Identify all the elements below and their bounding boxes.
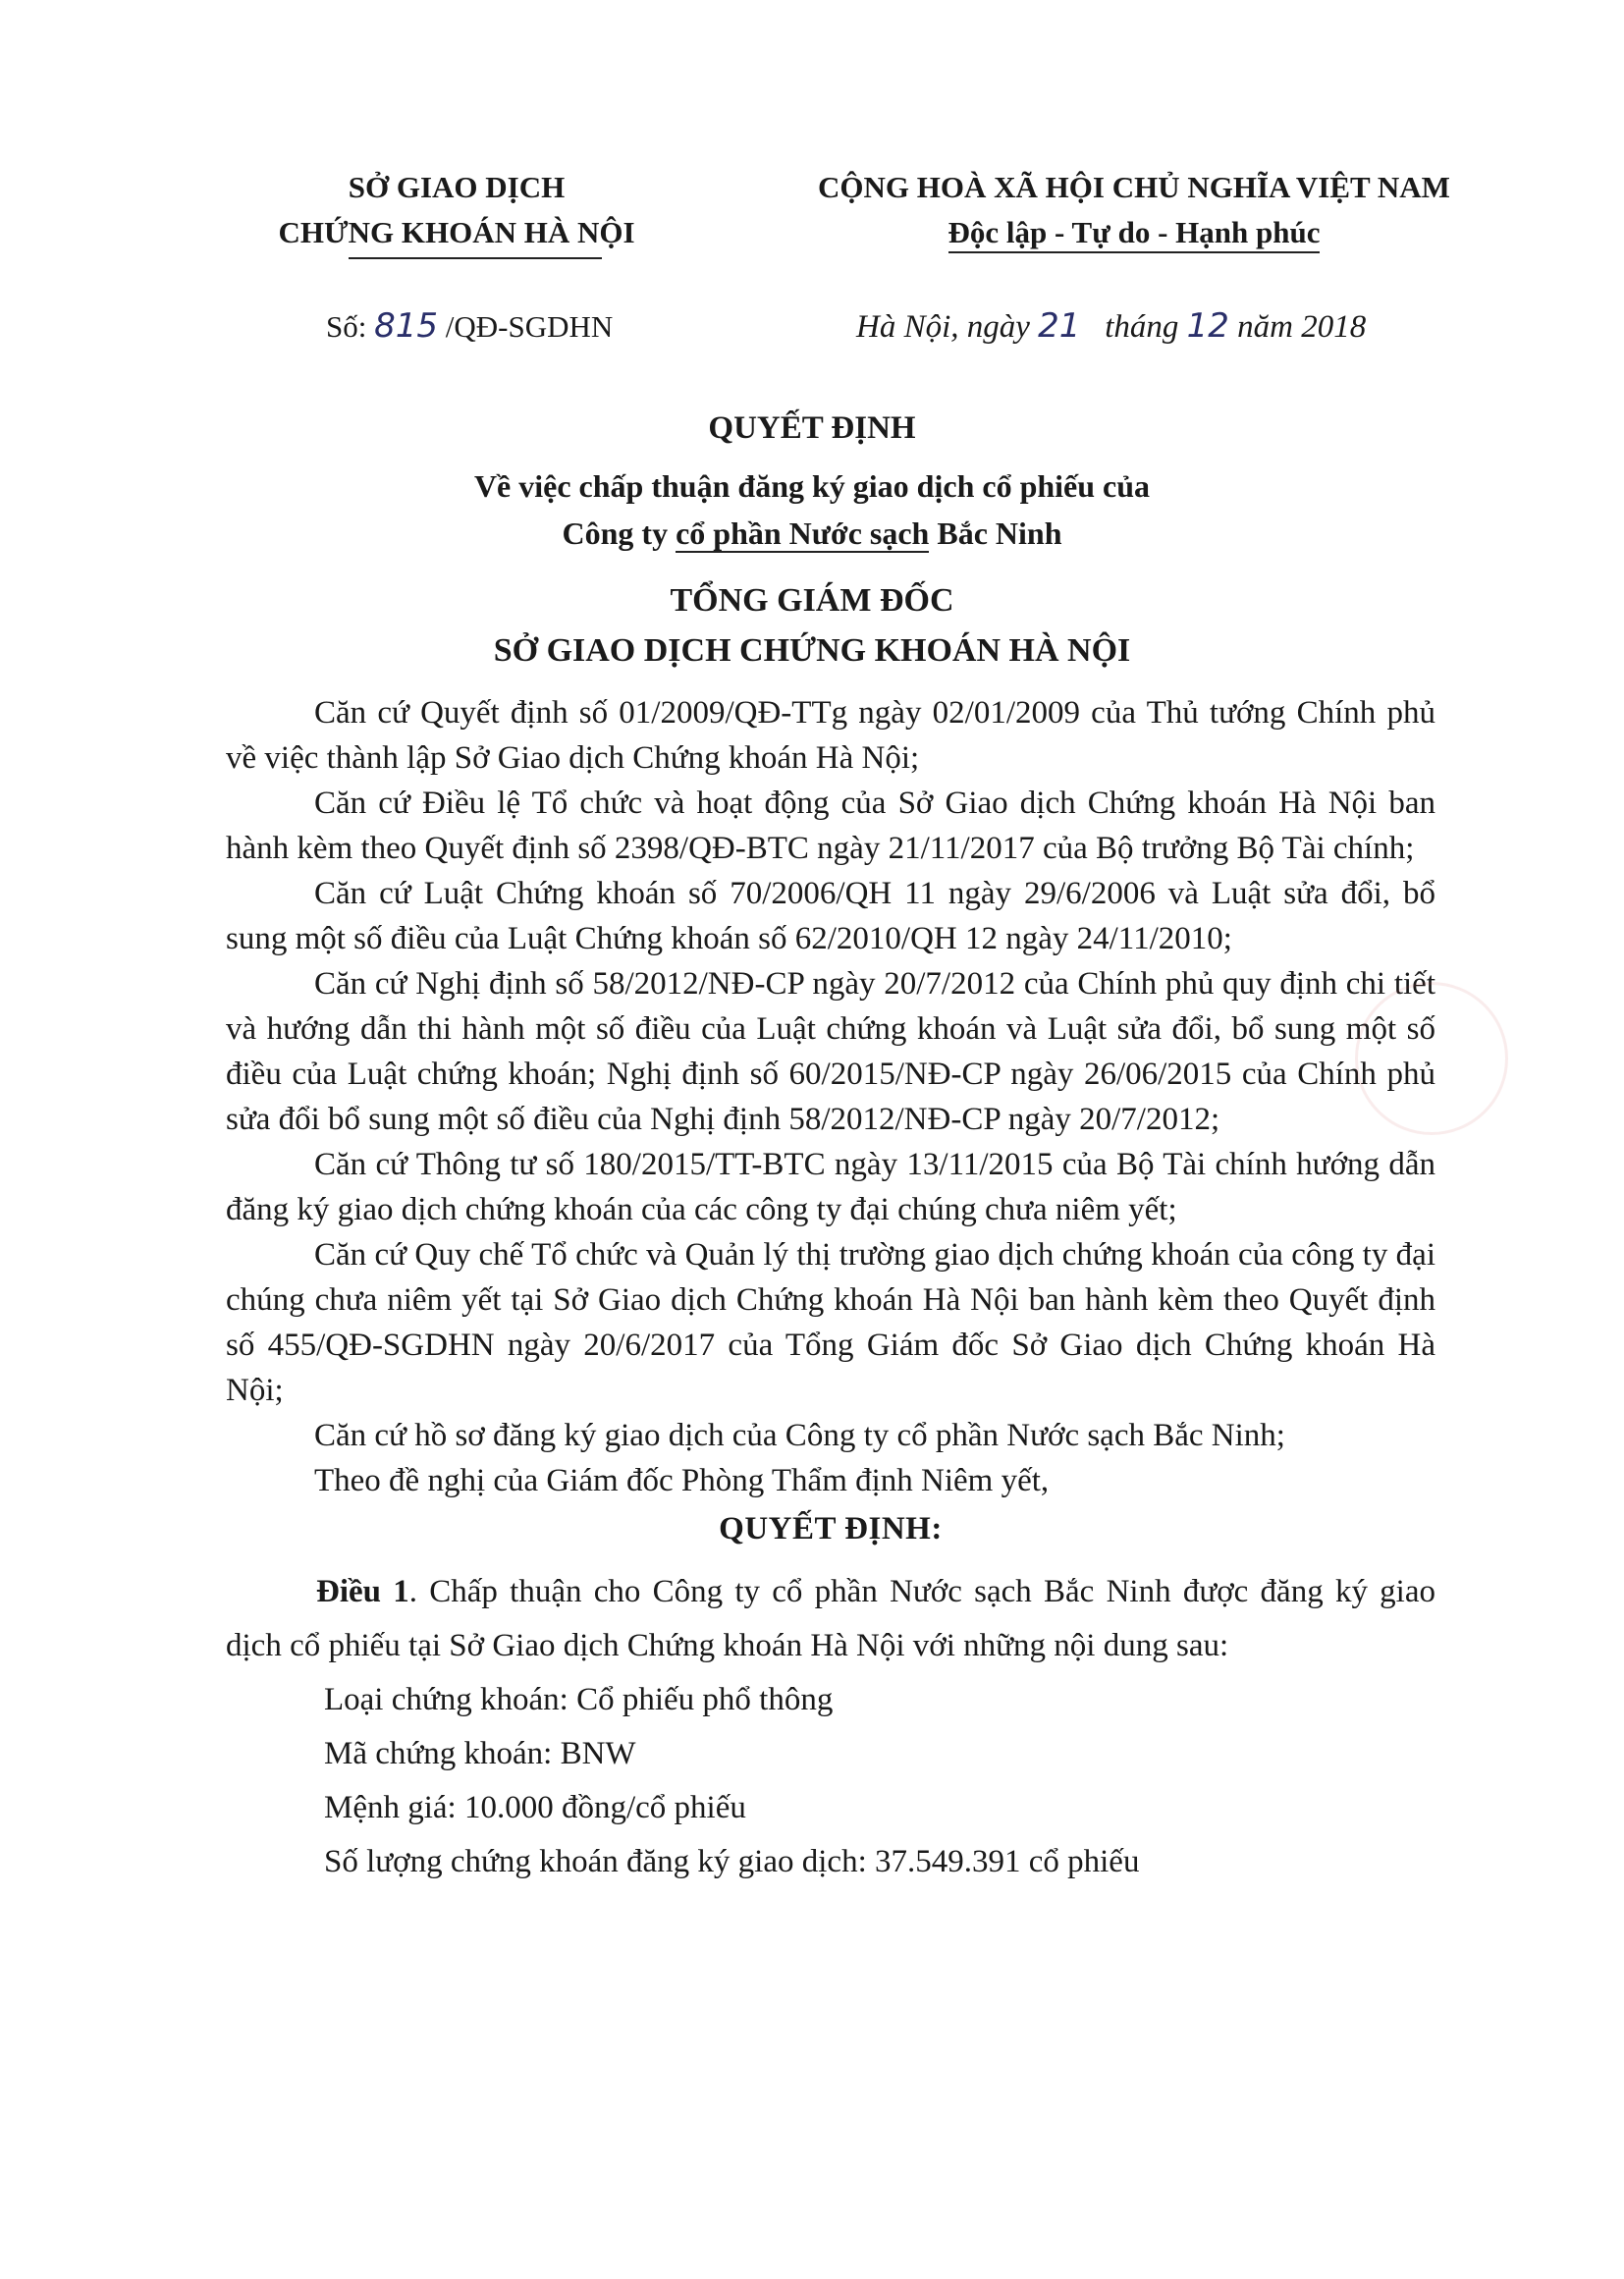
- issuing-organization: [236, 165, 677, 255]
- org-line-2: CHỨNG KHOÁN HÀ NỘI: [278, 215, 635, 249]
- subject-line-1: Về việc chấp thuận đăng ký giao dịch cổ phiếu của: [473, 468, 1151, 504]
- authority-line-2: SỞ GIAO DỊCH CHỨNG KHOÁN HÀ NỘI: [493, 632, 1131, 669]
- article-1-text: . Chấp thuận cho Công ty cổ phần Nước sạch Bắc Ninh được đăng ký giao dịch cổ phiếu tại Sở Giao dịch Chứng khoán Hà Nội với những nội dung sau:: [226, 1574, 1436, 1663]
- preamble-paragraph: Căn cứ Luật Chứng khoán số 70/2006/QH 11 ngày 29/6/2006 và Luật sửa đổi, bổ sung một số điều của Luật Chứng khoán số 62/2010/QH 12 ngày 24/11/2010;: [226, 876, 1435, 956]
- article-1: [226, 1565, 1435, 1673]
- preamble-paragraph: Căn cứ hồ sơ đăng ký giao dịch của Công ty cổ phần Nước sạch Bắc Ninh;: [314, 1418, 1285, 1453]
- nation-name: CỘNG HOÀ XÃ HỘI CHỦ NGHĨA VIỆT NAM: [818, 170, 1450, 204]
- subject-line-2-underlined: cổ phần Nước sạch: [676, 515, 930, 551]
- preamble-paragraph: Căn cứ Quy chế Tổ chức và Quản lý thị trường giao dịch chứng khoán của công ty đại chúng chưa niêm yết tại Sở Giao dịch Chứng khoán Hà Nội ban hành kèm theo Quyết định số 455/QĐ-SGDHN ngày 20/6/2017 của Tổng Giám đốc Sở Giao dịch Chứng khoán Hà Nội;: [226, 1237, 1435, 1408]
- issuing-authority: [0, 575, 1624, 676]
- date-part-2: tháng: [1105, 309, 1179, 345]
- decision-subject: [0, 462, 1624, 557]
- article-item: Loại chứng khoán: Cổ phiếu phổ thông: [324, 1682, 834, 1717]
- national-motto: [761, 210, 1507, 255]
- doc-no-handwritten: 815: [374, 306, 439, 346]
- decision-title: QUYẾT ĐỊNH: [708, 410, 916, 446]
- date-month-handwritten: 12: [1186, 306, 1229, 346]
- doc-no-prefix: Số:: [326, 309, 367, 344]
- org-line-1: SỞ GIAO DỊCH: [348, 170, 566, 204]
- subject-line-2-pre: Công ty: [562, 515, 677, 551]
- article-item: Mã chứng khoán: BNW: [324, 1736, 636, 1771]
- national-header: [761, 165, 1507, 255]
- subject-line-2-post: Bắc Ninh: [929, 515, 1062, 551]
- doc-no-suffix: /QĐ-SGDHN: [445, 309, 614, 344]
- date-part-1: Hà Nội, ngày: [856, 309, 1030, 345]
- date-day-handwritten: 21: [1038, 306, 1081, 346]
- faint-stamp-mark: [1355, 982, 1508, 1135]
- article-item: Mệnh giá: 10.000 đồng/cổ phiếu: [324, 1790, 746, 1825]
- date-part-3: năm 2018: [1237, 309, 1367, 345]
- preamble-paragraph: Căn cứ Điều lệ Tổ chức và hoạt động của Sở Giao dịch Chứng khoán Hà Nội ban hành kèm theo Quyết định số 2398/QĐ-BTC ngày 21/11/2017 của Bộ trưởng Bộ Tài chính;: [226, 786, 1435, 866]
- preamble-paragraph: Căn cứ Thông tư số 180/2015/TT-BTC ngày 13/11/2015 của Bộ Tài chính hướng dẫn đăng ký giao dịch chứng khoán của các công ty đại chúng chưa niêm yết;: [226, 1147, 1435, 1227]
- article-item: Số lượng chứng khoán đăng ký giao dịch: 37.549.391 cổ phiếu: [324, 1844, 1140, 1879]
- issue-date: [856, 306, 1366, 346]
- motto-text: Độc lập - Tự do - Hạnh phúc: [948, 215, 1321, 253]
- preamble-paragraph: Căn cứ Quyết định số 01/2009/QĐ-TTg ngày 02/01/2009 của Thủ tướng Chính phủ về việc thành lập Sở Giao dịch Chứng khoán Hà Nội;: [226, 695, 1435, 776]
- authority-line-1: TỔNG GIÁM ĐỐC: [670, 582, 954, 619]
- preamble-paragraph: Căn cứ Nghị định số 58/2012/NĐ-CP ngày 20/7/2012 của Chính phủ quy định chi tiết và hướng dẫn thi hành một số điều của Luật chứng khoán và Luật sửa đổi, bổ sung một số điều của Luật chứng khoán; Nghị định số 60/2015/NĐ-CP ngày 26/06/2015 của Chính phủ sửa đổi bổ sung một số điều của Nghị định 58/2012/NĐ-CP ngày 20/7/2012;: [226, 966, 1435, 1137]
- decision-heading: QUYẾT ĐỊNH:: [719, 1511, 943, 1546]
- article-1-label: Điều 1: [316, 1574, 409, 1609]
- document-body: [226, 690, 1435, 1889]
- org-underline-divider: [349, 257, 602, 259]
- preamble-paragraph: Theo đề nghị của Giám đốc Phòng Thẩm định Niêm yết,: [314, 1463, 1050, 1498]
- subject-line-2: [0, 510, 1624, 557]
- document-number: [326, 306, 613, 346]
